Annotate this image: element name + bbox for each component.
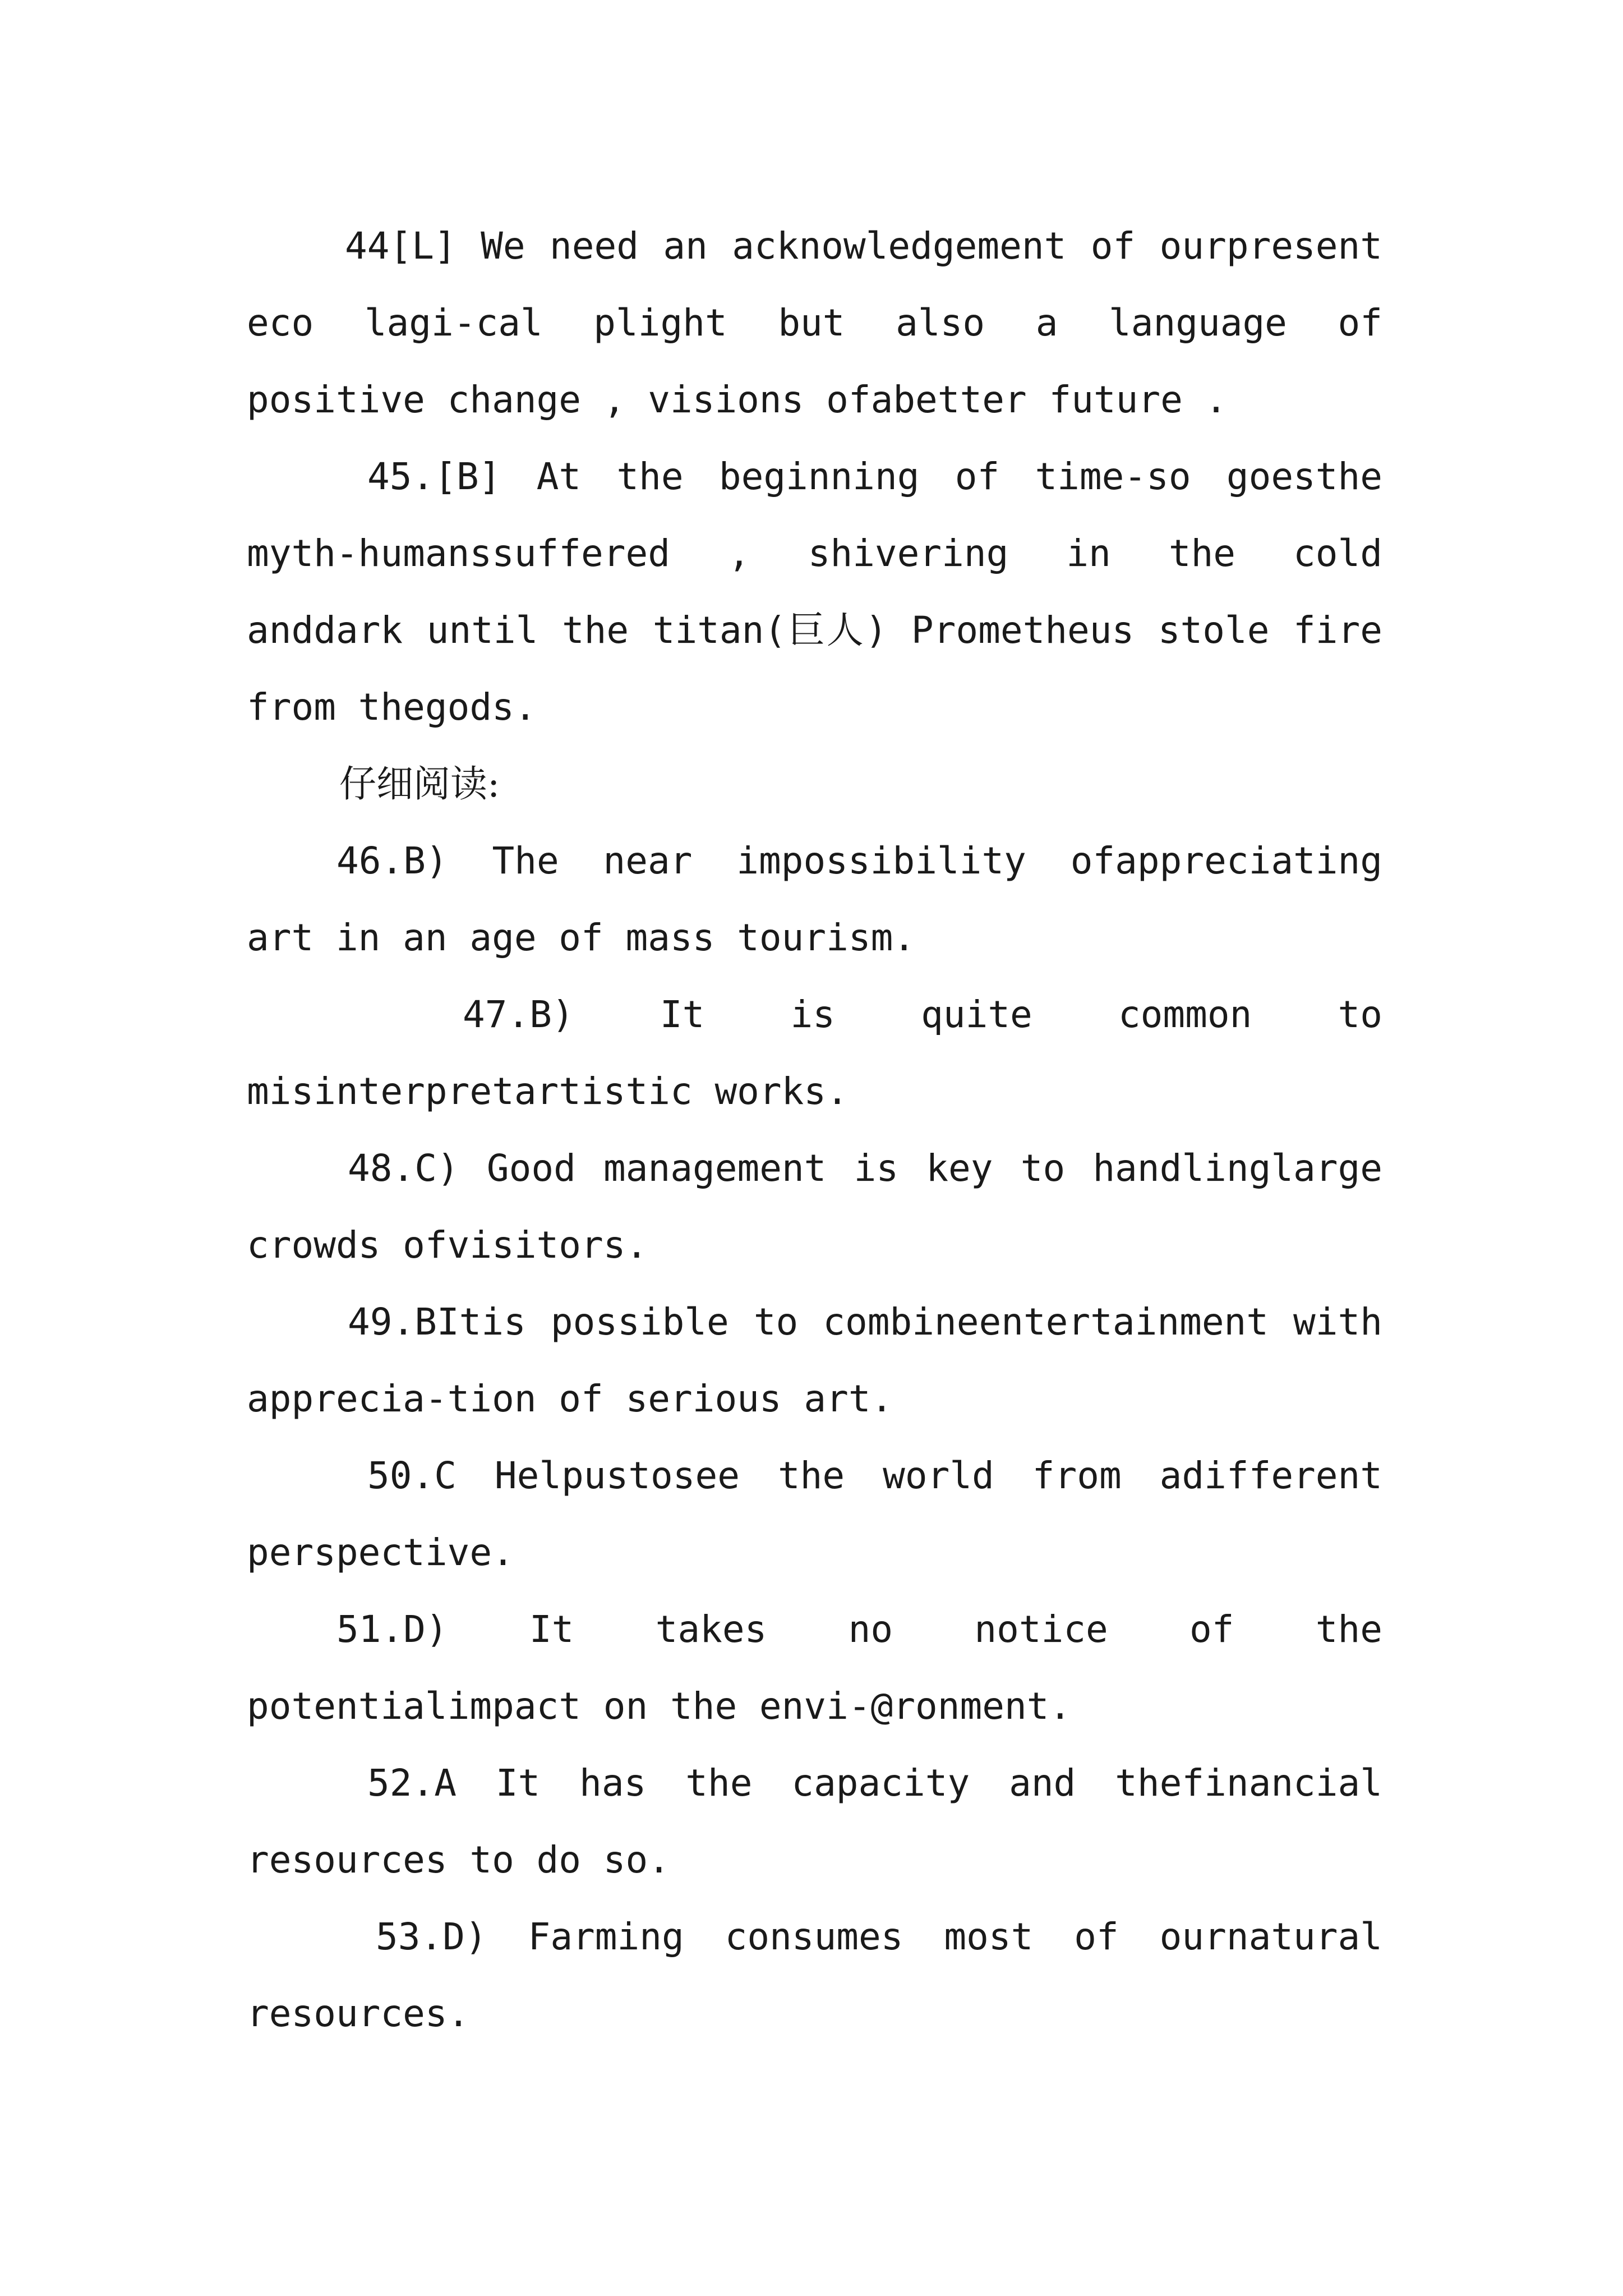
answer-47-paragraph: 47.B) It is quite common to misinterpretartistic works. xyxy=(247,993,1382,1113)
answer-51-paragraph: 51.D) It takes no notice of the potentialimpact on the envi-@ronment. xyxy=(247,1608,1382,1728)
section-heading-careful-reading: 仔细阅读: xyxy=(339,762,500,806)
answer-53-paragraph: 53.D) Farming consumes most of ournatural resources. xyxy=(247,1915,1382,2035)
answer-52-paragraph: 52.A It has the capacity and thefinancial resources to do so. xyxy=(247,1761,1382,1881)
document-body xyxy=(247,208,1382,2052)
answer-44-paragraph: 44[L] We need an acknowledgement of ourpresent eco lagi-cal plight but also a language of positive change , visions ofabetter future . xyxy=(247,224,1382,421)
answer-46-paragraph: 46.B) The near impossibility ofappreciating art in an age of mass tourism. xyxy=(247,839,1382,959)
answer-49-paragraph: 49.BItis possible to combineentertainment with apprecia-tion of serious art. xyxy=(247,1300,1382,1420)
answer-48-paragraph: 48.C) Good management is key to handlinglarge crowds ofvisitors. xyxy=(247,1147,1382,1267)
answer-50-paragraph: 50.C Helpustosee the world from adifferent perspective. xyxy=(247,1454,1382,1574)
answer-45-paragraph: 45.[B] At the beginning of time-so goesthe myth-humanssuffered , shivering in the cold anddark until the titan(巨人) Prometheus stole fire from thegods. xyxy=(247,455,1382,729)
